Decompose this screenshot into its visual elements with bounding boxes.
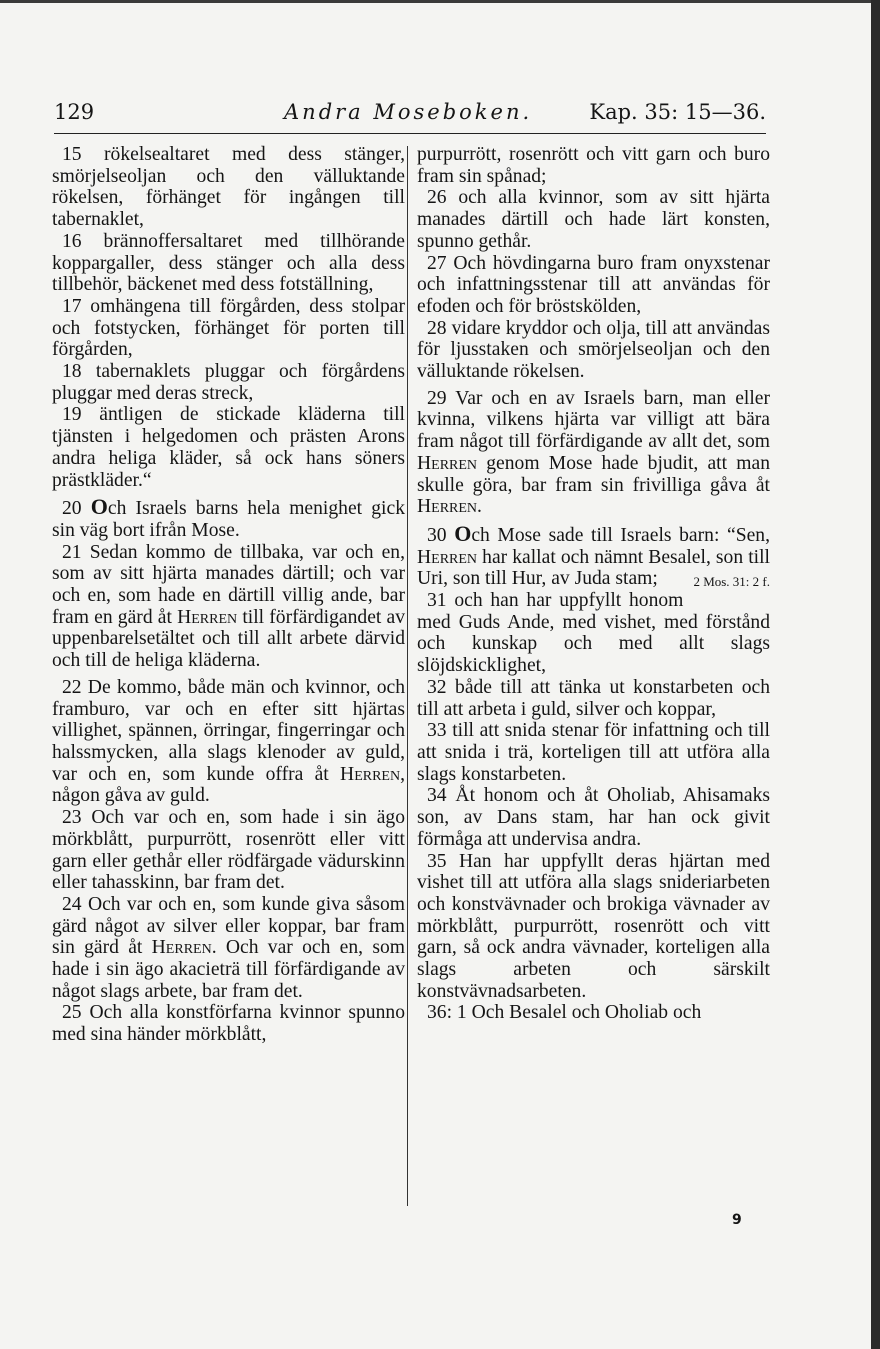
- verse-35: 35 Han har uppfyllt deras hjärtan med vishet till att utföra alla slags snideriarbeten och konstvävnader och brokiga vävnader av mörkblått, purpurrött, rosenrött och vitt garn, så ock andra vävnader, korteligen alla slags arbeten och särskilt konstvävnadsarbeten.: [417, 850, 770, 1002]
- verse-20: 20 Och Israels barns hela menighet gick sin väg bort ifrån Mose.: [52, 494, 405, 541]
- verse-25: 25 Och alla konstförfarna kvinnor spunno med sina händer mörkblått,: [52, 1002, 405, 1046]
- verse-18: 18 tabernaklets pluggar och förgårdens pluggar med deras streck,: [52, 361, 405, 404]
- running-header: [54, 100, 766, 130]
- column-divider: [407, 146, 408, 1206]
- verse-25-continued: purpurrött, rosenrött och vitt garn och buro fram sin spånad;: [417, 144, 770, 187]
- verse-34: 34 Åt honom och åt Oholiab, Ahisamaks son, av Dans stam, har han ock givit förmåga att undervisa andra.: [417, 785, 770, 850]
- verse-24: 24 Och var och en, som kunde giva såsom gärd något av silver eller koppar, bar fram sin gärd åt Herren. Och var och en, som hade i sin ägo akacieträ till förfärdigande av något slags arbete, bar fram det.: [52, 893, 405, 1002]
- verse-15: 15 rökelsealtaret med dess stänger, smörjelseoljan och den välluktande rökelsen, förhänget för ingången till tabernaklet,: [52, 144, 405, 231]
- verse-36-1: 36: 1 Och Besalel och Oholiab och: [427, 1002, 702, 1024]
- verse-22: 22 De kommo, både män och kvinnor, och framburo, var och en efter sitt hjärtas villighet, spännen, örringar, fingerringar och halssmycken, alla slags klenoder av guld, var och en, som kunde offra åt Herren, någon gåva av guld.: [52, 676, 405, 807]
- page-right-edge: [871, 0, 880, 1349]
- verse-29: 29 Var och en av Israels barn, man eller kvinna, vilkens hjärta var villigt att bära fram något till förfärdigande av allt det, som Herren genom Mose hade bjudit, att man skulle göra, bar fram sin frivilliga gåva åt Herren.: [417, 387, 770, 518]
- page-top-edge: [0, 0, 880, 3]
- cross-reference: 2 Mos. 31: 2 f.: [693, 574, 770, 590]
- verse-32: 32 både till att tänka ut konstarbeten och till att arbeta i guld, silver och koppar,: [417, 676, 770, 720]
- verse-30: 30 Och Mose sade till Israels barn: “Sen, Herren har kallat och nämnt Besalel, son till Uri, son till Hur, av Juda stam; 2 Mos. 31: 2 f.: [417, 523, 770, 590]
- book-title: Andra Moseboken.: [284, 100, 533, 124]
- verse-23: 23 Och var och en, som hade i sin ägo mörkblått, purpurrött, rosenrött eller vitt garn eller gethår eller rödfärgade vädurskinn eller tahasskinn, bar fram det.: [52, 807, 405, 894]
- chapter-reference: Kap. 35: 15—36.: [589, 100, 766, 124]
- verse-33: 33 till att snida stenar för infattning och till att snida i trä, korteligen till att utföra alla slags konstarbeten.: [417, 720, 770, 785]
- verse-21: 21 Sedan kommo de tillbaka, var och en, som av sitt hjärta manades därtill; och var och en, som hade en därtill villig ande, bar fram en gärd åt Herren till förfärdigandet av uppenbarelsetältet och till allt arbete därvid och till de heliga kläderna.: [52, 541, 405, 672]
- signature-mark: 9: [732, 1212, 742, 1228]
- verse-19: 19 äntligen de stickade kläderna till tjänsten i helgedomen och prästen Arons andra heliga kläder, så ock hans söners prästkläder.“: [52, 404, 405, 491]
- verse-16: 16 brännoffersaltaret med tillhörande koppargaller, dess stänger och alla dess tillbehör, bäckenet med dess fotställning,: [52, 230, 405, 296]
- verse-31: 31 och han har uppfyllt honom med Guds Ande, med vishet, med förstånd och kunskap och med allt slags slöjdskicklighet,: [417, 590, 770, 677]
- page-number: 129: [54, 100, 95, 124]
- right-column: [417, 144, 770, 1024]
- verse-26: 26 och alla kvinnor, som av sitt hjärta manades därtill och hade lärt konsten, spunno gethår.: [417, 187, 770, 252]
- verse-28: 28 vidare kryddor och olja, till att användas för ljusstaken och smörjelseoljan och den välluktande rökelsen.: [417, 317, 770, 383]
- left-column: [52, 144, 405, 1046]
- verse-17: 17 omhängena till förgården, dess stolpar och fotstycken, förhänget för porten till förgården,: [52, 295, 405, 361]
- verse-27: 27 Och hövdingarna buro fram onyxstenar och infattningsstenar till att användas för efoden och för bröstskölden,: [417, 252, 770, 317]
- header-rule: [54, 133, 766, 134]
